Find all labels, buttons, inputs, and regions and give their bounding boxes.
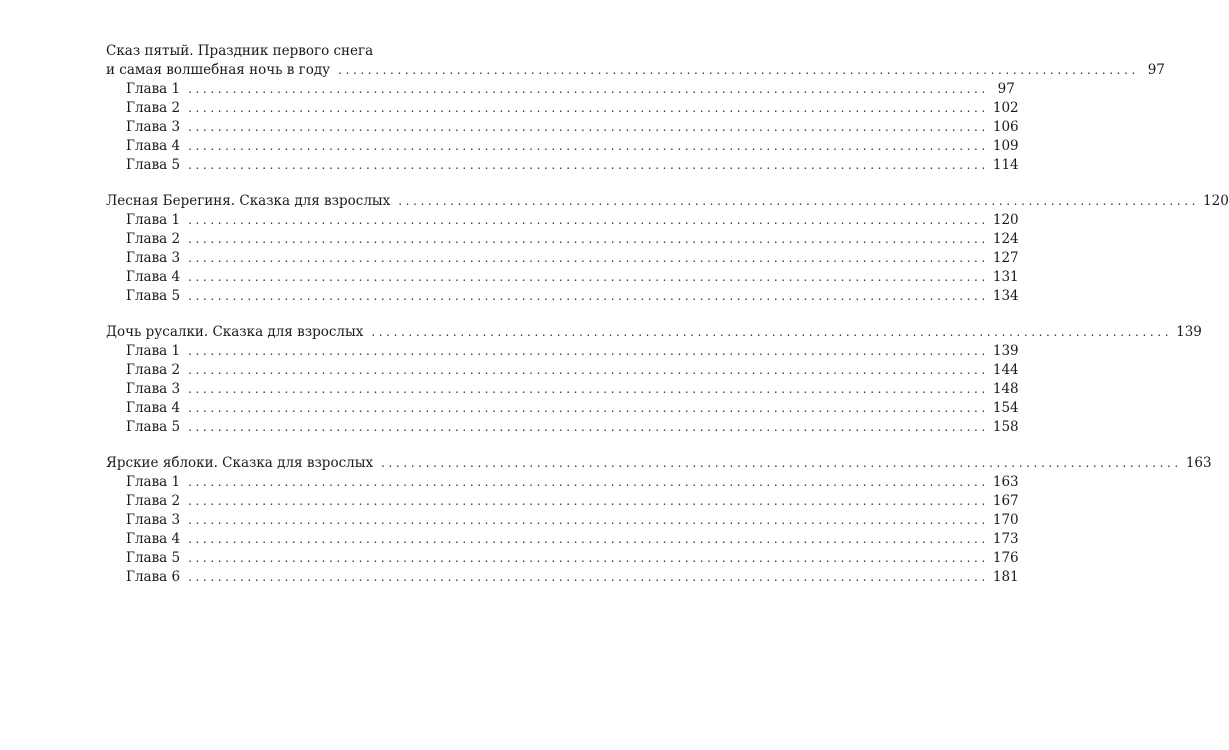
toc-section-title: Лесная Берегиня. Сказка для взрослых <box>106 193 391 209</box>
page-number: 139 <box>1176 324 1202 340</box>
page-number: 170 <box>992 512 1019 528</box>
chapter-label: Глава 4 <box>126 400 181 416</box>
chapter-label: Глава 3 <box>126 119 181 135</box>
toc-chapter-entry[interactable] <box>106 418 1019 437</box>
dot-leader: ............................................................................................................ <box>188 570 989 584</box>
page-number: 163 <box>1185 455 1212 471</box>
page-number: 120 <box>992 212 1019 228</box>
toc-chapter-entry[interactable] <box>106 568 1019 587</box>
chapter-label: Глава 2 <box>126 493 181 509</box>
page-number: 181 <box>992 569 1019 585</box>
page-number: 97 <box>997 81 1015 97</box>
dot-leader: ............................................................................................................ <box>188 363 989 377</box>
dot-leader: ............................................................................................................ <box>188 101 989 115</box>
page-number: 134 <box>992 288 1019 304</box>
dot-leader: ............................................................................................................ <box>188 251 989 265</box>
chapter-label: Глава 4 <box>126 531 181 547</box>
page-number: 176 <box>992 550 1019 566</box>
dot-leader: ............................................................................................................ <box>188 532 989 546</box>
chapter-label: Глава 1 <box>126 343 181 359</box>
chapter-label: Глава 2 <box>126 362 181 378</box>
toc-chapter-entry[interactable] <box>106 211 1019 230</box>
dot-leader: ............................................................................................................ <box>188 494 989 508</box>
page-number: 127 <box>992 250 1019 266</box>
toc-chapter-entry[interactable] <box>106 549 1019 568</box>
toc-chapter-entry[interactable] <box>106 473 1019 492</box>
page-number: 144 <box>992 362 1019 378</box>
page-number: 167 <box>992 493 1019 509</box>
toc-chapter-entry[interactable] <box>106 361 1019 380</box>
dot-leader: ............................................................................................................ <box>188 513 989 527</box>
toc-section-title: Ярские яблоки. Сказка для взрослых <box>106 455 374 471</box>
page-number: 163 <box>992 474 1019 490</box>
toc-section <box>106 454 1212 587</box>
chapter-label: Глава 1 <box>126 81 181 97</box>
dot-leader: ............................................................................................................ <box>188 82 989 96</box>
chapter-label: Глава 1 <box>126 212 181 228</box>
dot-leader: ............................................................................................................ <box>188 382 989 396</box>
toc-chapter-entry[interactable] <box>106 380 1019 399</box>
toc-section <box>106 323 1202 437</box>
page-number: 106 <box>992 119 1019 135</box>
chapter-label: Глава 5 <box>126 288 181 304</box>
dot-leader: ............................................................................................................ <box>188 270 989 284</box>
toc-section-entry[interactable] <box>106 192 1229 211</box>
dot-leader: ............................................................................................................ <box>371 325 1173 339</box>
dot-leader: ............................................................................................................ <box>188 344 989 358</box>
toc-chapter-entry[interactable] <box>106 118 1019 137</box>
chapter-label: Глава 1 <box>126 474 181 490</box>
page-number: 173 <box>992 531 1019 547</box>
toc-chapter-entry[interactable] <box>106 156 1019 175</box>
toc-section-entry[interactable] <box>106 323 1202 342</box>
chapter-label: Глава 3 <box>126 250 181 266</box>
toc-section-title-line: Сказ пятый. Праздник первого снега <box>106 43 374 59</box>
toc-chapter-entry[interactable] <box>106 342 1019 361</box>
chapter-label: Глава 3 <box>126 512 181 528</box>
dot-leader: ............................................................................................................ <box>188 420 989 434</box>
toc-chapter-entry[interactable] <box>106 511 1019 530</box>
chapter-label: Глава 6 <box>126 569 181 585</box>
chapter-label: Глава 4 <box>126 269 181 285</box>
toc-chapter-entry[interactable] <box>106 492 1019 511</box>
page-number: 154 <box>992 400 1019 416</box>
page-number: 148 <box>992 381 1019 397</box>
dot-leader: ............................................................................................................ <box>188 213 989 227</box>
page-number: 158 <box>992 419 1019 435</box>
chapter-label: Глава 2 <box>126 231 181 247</box>
toc-section-title: и самая волшебная ночь в году <box>106 62 331 78</box>
page-number: 120 <box>1203 193 1229 209</box>
toc-chapter-entry[interactable] <box>106 230 1019 249</box>
dot-leader: ............................................................................................................ <box>188 232 989 246</box>
table-of-contents <box>106 42 1229 604</box>
page-number: 109 <box>992 138 1019 154</box>
page-number: 124 <box>992 231 1019 247</box>
dot-leader: ............................................................................................................ <box>398 194 1200 208</box>
dot-leader: ............................................................................................................ <box>188 475 989 489</box>
chapter-label: Глава 5 <box>126 419 181 435</box>
toc-chapter-entry[interactable] <box>106 137 1019 156</box>
page-number: 97 <box>1147 62 1165 78</box>
chapter-label: Глава 5 <box>126 157 181 173</box>
toc-section-entry[interactable] <box>106 61 1165 80</box>
page-number: 102 <box>992 100 1019 116</box>
page-number: 131 <box>992 269 1019 285</box>
dot-leader: ............................................................................................................ <box>188 551 989 565</box>
toc-section-title: Дочь русалки. Сказка для взрослых <box>106 324 364 340</box>
chapter-label: Глава 4 <box>126 138 181 154</box>
dot-leader: ............................................................................................................ <box>381 456 1182 470</box>
dot-leader: ............................................................................................................ <box>188 289 989 303</box>
toc-section <box>106 42 1165 175</box>
toc-chapter-entry[interactable] <box>106 99 1019 118</box>
dot-leader: ............................................................................................................ <box>188 120 989 134</box>
toc-chapter-entry[interactable] <box>106 399 1019 418</box>
dot-leader: ............................................................................................................ <box>338 63 1139 77</box>
toc-chapter-entry[interactable] <box>106 530 1019 549</box>
toc-section <box>106 192 1229 306</box>
toc-section-entry[interactable] <box>106 454 1212 473</box>
toc-chapter-entry[interactable] <box>106 249 1019 268</box>
dot-leader: ............................................................................................................ <box>188 401 989 415</box>
toc-chapter-entry[interactable] <box>106 268 1019 287</box>
chapter-label: Глава 2 <box>126 100 181 116</box>
dot-leader: ............................................................................................................ <box>188 158 989 172</box>
toc-chapter-entry[interactable] <box>106 80 1015 99</box>
chapter-label: Глава 5 <box>126 550 181 566</box>
page-number: 139 <box>992 343 1019 359</box>
chapter-label: Глава 3 <box>126 381 181 397</box>
toc-chapter-entry[interactable] <box>106 287 1019 306</box>
dot-leader: ............................................................................................................ <box>188 139 989 153</box>
page-number: 114 <box>992 157 1019 173</box>
